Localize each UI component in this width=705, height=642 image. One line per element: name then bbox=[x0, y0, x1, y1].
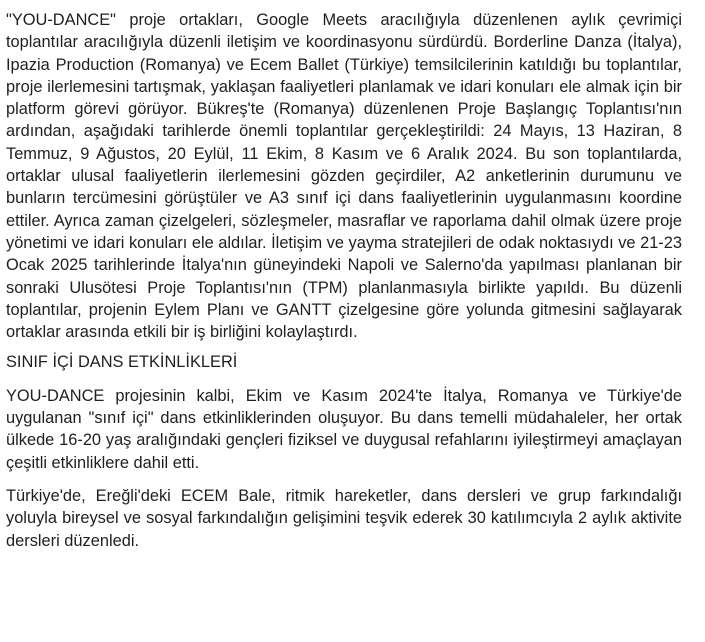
section-heading: SINIF İÇİ DANS ETKİNLİKLERİ bbox=[6, 353, 238, 372]
paragraph-dance-intro: YOU-DANCE projesinin kalbi, Ekim ve Kasım 2024'te İtalya, Romanya ve Türkiye'de uygulanan "sınıf içi" dans etkinliklerinden oluşuyor. Bu dans temelli müdahaleler, her ortak ülkede 16-20 yaş aralığındaki gençleri fiziksel ve duygusal refahlarını iyileştirmeyi amaçlayan çeşitli etkinliklere dahil etti. bbox=[6, 386, 682, 472]
paragraph-turkey: Türkiye'de, Ereğli'deki ECEM Bale, ritmik hareketler, dans dersleri ve grup farkındalığı yoluyla bireysel ve sosyal farkındalığın gelişimini teşvik ederek 30 katılımcıyla 2 aylık aktivite dersleri düzenledi. bbox=[6, 486, 682, 550]
paragraph-meetings: "YOU-DANCE" proje ortakları, Google Meets aracılığıyla düzenlenen aylık çevrimiçi toplantılar aracılığıyla düzenli iletişim ve koordinasyonu sürdürdü. Borderline Danza (İtalya), Ipazia Production (Romanya) ve Ecem Ballet (Türkiye) temsilcilerinin katıldığı bu toplantılar, proje ilerlemesini tartışmak, yaklaşan faaliyetleri planlamak ve idari konuları ele almak için bir platform görevi görüyor. Bükreş'te (Romanya) düzenlenen Proje Başlangıç Toplantısı'nın ardından, aşağıdaki tarihlerde önemli toplantılar gerçekleştirildi: 24 Mayıs, 13 Haziran, 8 Temmuz, 9 Ağustos, 20 Eylül, 11 Ekim, 8 Kasım ve 6 Aralık 2024. Bu son toplantılarda, ortaklar ulusal faaliyetlerin ilerlemesini gözden geçirdiler, A2 anketlerinin durumunu ve bunların tercümesini görüştüler ve A3 sınıf içi dans faaliyetlerinin uygulanmasını koordine ettiler. Ayrıca zaman çizelgeleri, sözleşmeler, masraflar ve raporlama dahil olmak üzere proje yönetimi ve idari konuları ele aldılar. İletişim ve yayma stratejileri de odak noktasıydı ve 21-23 Ocak 2025 tarihlerinde İtalya'nın güneyindeki Napoli ve Salerno'da yapılması planlanan bir sonraki Ulusötesi Proje Toplantısı'nın (TPM) planlanmasıyla birlikte yapıldı. Bu düzenli toplantılar, projenin Eylem Planı ve GANTT çizelgesine göre yolunda gitmesini sağlayarak ortaklar arasında etkili bir iş birliğini kolaylaştırdı. bbox=[6, 11, 682, 342]
document-body bbox=[6, 0, 682, 552]
